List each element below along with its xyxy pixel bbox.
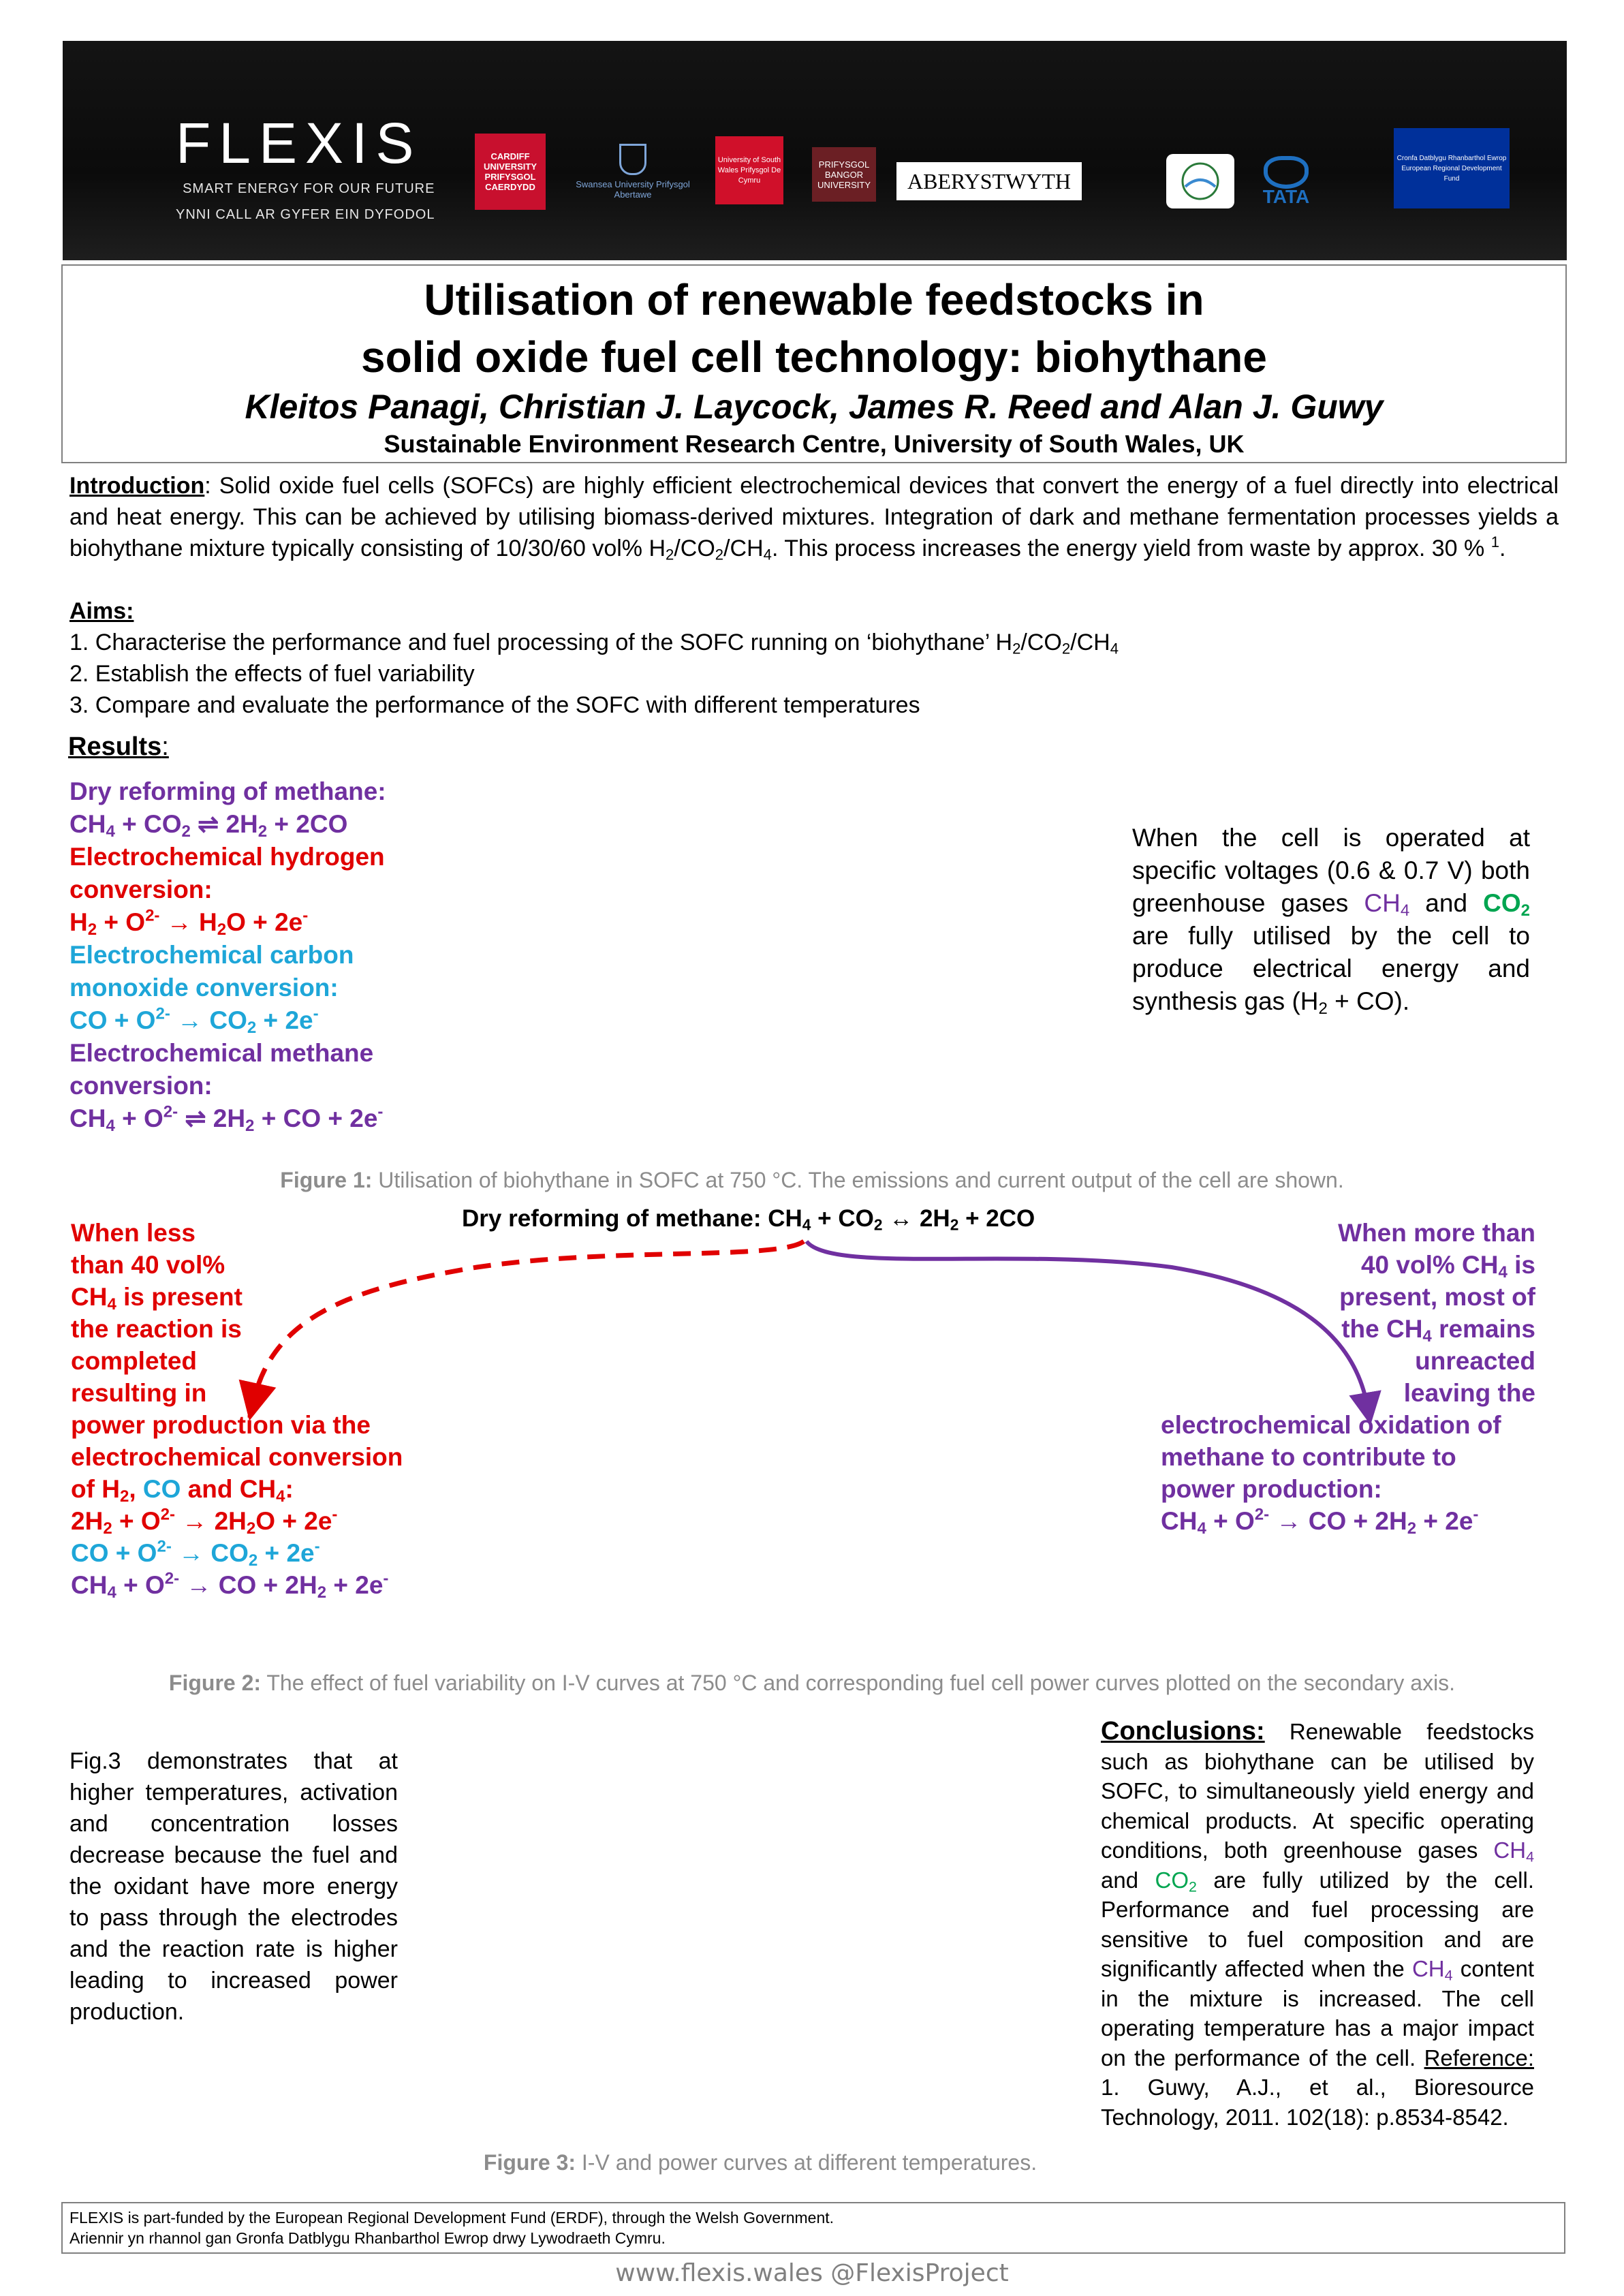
- flexis-tagline-cy: YNNI CALL AR GYFER EIN DYFODOL: [176, 207, 435, 222]
- aim-1-text-c: /CH: [1070, 630, 1110, 655]
- dry-reforming-equation: $CH_4 + CO_2$ ⇌ $2H_2 + 2CO$: [69, 810, 348, 841]
- aim-1-text-b: /CO: [1020, 630, 1062, 655]
- figure-2-text: The effect of fuel variability on I-V curves at 750 °C and corresponding fuel cell power curves plotted on the secondary axis.: [266, 1671, 1456, 1695]
- funding-line-cy: Ariennir yn rhannol gan Gronfa Datblygu Rhanbarthol Ewrop drwy Lywodraeth Cymru.: [69, 2229, 666, 2247]
- co2-highlight: $CO_2$: [1483, 889, 1530, 920]
- affiliation: Sustainable Environment Research Centre, University of South Wales, UK: [384, 430, 1245, 458]
- ch4-highlight: $CH_4$: [1411, 1956, 1453, 1984]
- sub: 2: [715, 546, 724, 563]
- sub: 2: [1061, 640, 1071, 657]
- low-methane-eq-ch4: $CH_4 + O^{2-}$ → CO + $2H_2 + 2e^-$: [71, 1569, 389, 1602]
- authors: Kleitos Panagi, Christian J. Laycock, James R. Reed and Alan J. Guwy: [245, 388, 1384, 426]
- swansea-logo-text: Swansea University Prifysgol Abertawe: [576, 179, 690, 200]
- dry-reforming-label: Dry reforming of methane:: [69, 777, 386, 805]
- title-line-2: solid oxide fuel cell technology: biohythane: [361, 332, 1267, 382]
- flexis-tagline-en: SMART ENERGY FOR OUR FUTURE: [183, 181, 435, 196]
- funding-footer: [61, 2202, 1565, 2254]
- co2-highlight: $CO_2$: [1155, 1867, 1197, 1895]
- results-right-text: When the cell is operated at specific voltages (0.6 & 0.7 V) both greenhouse gases $CH_4$ and $CO_2$ are fully utilised by the cell to produce electrical energy and synthesis gas $(H_2 + CO)$.: [1132, 824, 1530, 1018]
- introduction-heading: Introduction: [69, 473, 205, 499]
- sub: 2: [666, 546, 674, 563]
- figure-2-caption: [0, 1668, 1624, 1698]
- methane-conversion-equation: $CH_4 + O^{2-}$ ⇌ $2H_2$ + CO + 2e-: [69, 1102, 384, 1135]
- figure-3-description: Fig.3 demonstrates that at higher temperatures, activation and concentration losses decrease because the fuel and the oxidant have more energy to pass through the electrodes and the reaction rate is higher leading to increased power production.: [69, 1748, 398, 2025]
- hydrogen-conversion-label: Electrochemical hydrogen conversion:: [69, 843, 385, 903]
- ch4-highlight: $CH_4$: [1364, 889, 1410, 920]
- figure-3-text: I-V and power curves at different temperatures.: [581, 2150, 1037, 2175]
- flexis-logo-text: FLEXIS: [176, 111, 422, 175]
- sub: 4: [1110, 640, 1119, 657]
- cardiff-logo-text: CARDIFF UNIVERSITY PRIFYSGOL CAERDYDD: [483, 151, 537, 192]
- bangor-logo-text: PRIFYSGOL BANGOR UNIVERSITY: [817, 159, 871, 190]
- intro-text-d: . This process increases the energy yield from waste by approx. 30 %: [771, 536, 1485, 561]
- aim-3: 3. Compare and evaluate the performance of the SOFC with different temperatures: [69, 692, 920, 718]
- results-heading-block: Results:: [68, 732, 169, 761]
- carbon-monoxide-conversion-label: Electrochemical carbon monoxide conversion:: [69, 941, 354, 1002]
- results-heading: Results: [68, 732, 162, 761]
- eu-logo-text: Cronfa Datblygu Rhanbarthol Ewrop European Regional Development Fund: [1396, 154, 1507, 183]
- intro-text-b: /CO: [674, 536, 715, 561]
- reference-mark: 1: [1490, 533, 1500, 550]
- carbon-monoxide-conversion-equation: CO + $O^{2-} \to CO_2 + 2e^-$: [69, 1004, 319, 1037]
- high-methane-eq-ch4: $CH_4 + O^{2-}$ → CO + $2H_2 + 2e^-$: [1161, 1505, 1479, 1538]
- hydrogen-conversion-equation: $H_2 + O^{2-} \to H_2O + 2e^-$: [69, 906, 309, 939]
- figure-3-label: Figure 3:: [483, 2150, 576, 2175]
- dry-reforming-center-title: Dry reforming of methane: $CH_4 + CO_2$ ↔ $2H_2 + 2CO$: [462, 1205, 1035, 1234]
- intro-text-c: /CH: [723, 536, 764, 561]
- aims-heading: Aims:: [69, 598, 134, 624]
- introduction-paragraph: Introduction: Solid oxide fuel cells (SOFCs) are highly efficient electrochemical devices that convert the energy of a fuel directly into electrical and heat energy. This can be achieved by utilising biomass-derived mixtures. Integration of dark and methane fermentation processes yields a biohythane mixture typically consisting of 10/30/60 vol% $H_2/CO_2/CH_4$. This process increases the energy yield from waste by approx. 30 % $^1$.: [69, 473, 1559, 563]
- reference-heading: Reference:: [1424, 2045, 1535, 2070]
- intro-text-a: Solid oxide fuel cells (SOFCs) are highly efficient electrochemical devices that convert the energy of a fuel directly into electrical and heat energy. This can be achieved by utilising biomass-derived mixtures. Integration of dark and methane fermentation processes yields a biohythane mixture typically consisting of 10/30/60 vol% H: [69, 473, 1559, 561]
- funding-line-en: FLEXIS is part-funded by the European Regional Development Fund (ERDF), through the Welsh Government.: [69, 2209, 834, 2227]
- sub: 4: [763, 546, 772, 563]
- low-methane-eq-h2: $2H_2 + O^{2-} \to 2H_2O + 2e^-$: [71, 1505, 338, 1538]
- aim-2: 2. Establish the effects of fuel variability: [69, 661, 475, 687]
- figure-1-text: Utilisation of biohythane in SOFC at 750 °C. The emissions and current output of the cell are shown.: [378, 1168, 1344, 1192]
- conclusions-section: Conclusions: Renewable feedstocks such as biohythane can be utilised by SOFC, to simultaneously yield energy and chemical products. At specific operating conditions, both greenhouse gases $CH_4$ and $CO_2$ are fully utilized by the cell. Performance and fuel processing are sensitive to fuel composition and are significantly affected when the $CH_4$ content in the mixture is increased. The cell operating temperature has a major impact on the performance of the cell. Reference: 1. Guwy, A.J., et al., Bioresource Technology, 2011. 102(18): p.8534-8542.: [1101, 1717, 1535, 2130]
- website-handle[interactable]: www.flexis.wales @FlexisProject: [615, 2259, 1009, 2287]
- methane-conversion-label: Electrochemical methane conversion:: [69, 1039, 374, 1100]
- high-methane-pathway-text: When more than 40 vol% $CH_4$ is present, most of the $CH_4$ remains unreacted leaving the electrochemical oxidation of methane to contribute to power production: $CH_4 + O^{2-}$ → CO + $2H_2 + 2e^-$: [1161, 1219, 1535, 1538]
- reference-text: 1. Guwy, A.J., et al., Bioresource Technology, 2011. 102(18): p.8534-8542.: [1101, 2075, 1534, 2130]
- low-methane-pathway-text: When less than 40 vol% $CH_4$ is present the reaction is completed resulting in power production via the electrochemical conversion of $H_2$, CO and $CH_4$: $2H_2 + O^{2-} \to 2H_2O + 2e^-$ CO + $O^{2-} \to CO_2 + 2e^-$ $CH_4 + O^{2-}$ → CO + $2H_2 + 2e^-$: [71, 1217, 452, 1601]
- figure-1-label: Figure 1:: [280, 1168, 373, 1192]
- figure-2-label: Figure 2:: [168, 1671, 262, 1695]
- low-methane-eq-co: CO + $O^{2-} \to CO_2 + 2e^-$: [71, 1537, 320, 1570]
- aim-1-text-a: 1. Characterise the performance and fuel processing of the SOFC running on ‘biohythane’ H: [69, 630, 1013, 655]
- ch4-highlight: $CH_4$: [1493, 1837, 1535, 1865]
- tata-logo-text: TATA: [1262, 185, 1310, 207]
- conclusions-heading: Conclusions:: [1101, 1717, 1265, 1746]
- sub: 2: [1012, 640, 1021, 657]
- aberystwyth-logo-text: ABERYSTWYTH: [907, 168, 1071, 193]
- title-line-1: Utilisation of renewable feedstocks in: [424, 275, 1204, 324]
- figure-3-caption: [447, 2147, 1074, 2177]
- south-wales-logo-text: University of South Wales Prifysgol De Cymru: [717, 155, 781, 185]
